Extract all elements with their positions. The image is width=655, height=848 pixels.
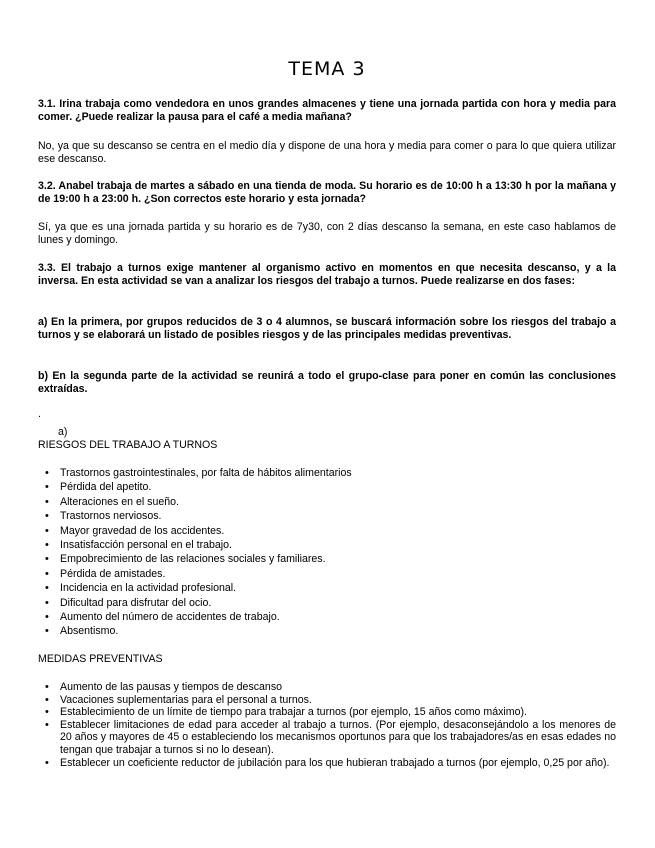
- list-item: • Establecer limitaciones de edad para acceder al trabajo a turnos. (Por ejemplo, desaconsejándolo a los menores de 20 años y mayores de 45 o estableciendo los mecanismos oportunos para que los trabajadores/as en esas edades no tengan que trabajar a turnos si no lo desean).: [38, 719, 616, 757]
- list-item: • Trastornos nerviosos.: [38, 509, 594, 523]
- stray-dot: .: [38, 408, 41, 420]
- list-item: • Aumento de las pausas y tiempos de descanso: [38, 681, 616, 694]
- list-item: • Trastornos gastrointestinales, por falta de hábitos alimentarios: [38, 466, 594, 480]
- question-3-3-part-a: a) En la primera, por grupos reducidos de 3 o 4 alumnos, se buscará información sobre los riesgos del trabajo a turnos y se elaborará un listado de posibles riesgos y de las principales medidas preventivas.: [38, 316, 616, 341]
- medidas-heading: MEDIDAS PREVENTIVAS: [38, 653, 163, 665]
- list-item: • Aumento del número de accidentes de trabajo.: [38, 610, 594, 624]
- question-3-2: 3.2. Anabel trabaja de martes a sábado en una tienda de moda. Su horario es de 10:00 h a 13:30 h por la mañana y de 19:00 h a 23:00 h. ¿Son correctos este horario y esta jornada?: [38, 180, 616, 205]
- riesgos-list: [38, 466, 594, 639]
- list-item: • Mayor gravedad de los accidentes.: [38, 524, 594, 538]
- answer-3-2: Sí, ya que es una jornada partida y su horario es de 7y30, con 2 días descanso la semana, en este caso hablamos de lunes y domingo.: [38, 221, 616, 246]
- list-item: • Pérdida de amistades.: [38, 567, 594, 581]
- list-item: • Empobrecimiento de las relaciones sociales y familiares.: [38, 552, 594, 566]
- question-3-1: 3.1. Irina trabaja como vendedora en unos grandes almacenes y tiene una jornada partida con hora y media para comer. ¿Puede realizar la pausa para el café a media mañana?: [38, 98, 616, 123]
- question-3-3: 3.3. El trabajo a turnos exige mantener al organismo activo en momentos en que necesita descanso, y a la inversa. En esta actividad se van a analizar los riesgos del trabajo a turnos. Puede realizarse en dos fases:: [38, 262, 616, 287]
- answer-part-label: a): [58, 426, 68, 438]
- list-item: • Establecer un coeficiente reductor de jubilación para los que hubieran trabajado a turnos (por ejemplo, 0,25 por año).: [38, 757, 616, 770]
- question-3-3-part-b: b) En la segunda parte de la actividad se reunirá a todo el grupo-clase para poner en común las conclusiones extraídas.: [38, 370, 616, 395]
- list-item: • Vacaciones suplementarias para el personal a turnos.: [38, 694, 616, 707]
- medidas-list: [38, 681, 616, 769]
- page-title: TEMA 3: [288, 58, 366, 80]
- answer-3-1: No, ya que su descanso se centra en el medio día y dispone de una hora y media para comer o para lo que quiera utilizar ese descanso.: [38, 140, 616, 165]
- list-item: • Alteraciones en el sueño.: [38, 495, 594, 509]
- list-item: • Insatisfacción personal en el trabajo.: [38, 538, 594, 552]
- list-item: • Absentismo.: [38, 624, 594, 638]
- list-item: • Dificultad para disfrutar del ocio.: [38, 596, 594, 610]
- riesgos-heading: RIESGOS DEL TRABAJO A TURNOS: [38, 439, 218, 451]
- list-item: • Pérdida del apetito.: [38, 480, 594, 494]
- list-item: • Establecimiento de un límite de tiempo para trabajar a turnos (por ejemplo, 15 años como máximo).: [38, 706, 616, 719]
- list-item: • Incidencia en la actividad profesional.: [38, 581, 594, 595]
